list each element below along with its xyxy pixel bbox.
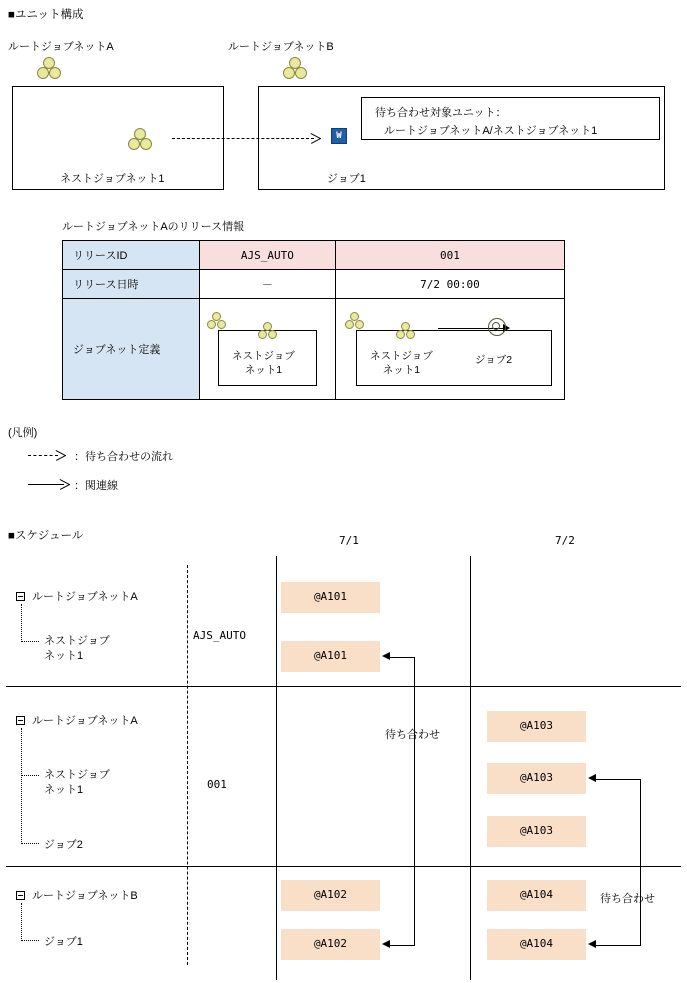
tree-toggle-g1-root[interactable]	[16, 592, 25, 601]
wait-arrow-1-head-bottom	[382, 940, 390, 948]
table-row	[63, 241, 565, 270]
schedule-gen-box	[487, 763, 586, 794]
schedule-tree-divider	[187, 565, 188, 965]
tree-connector-g2-h2	[21, 843, 39, 844]
schedule-gen-box	[281, 880, 380, 911]
legend-dashed-line	[28, 455, 58, 456]
wait-arrow-2-vertical	[640, 779, 641, 945]
tree-connector-g3	[21, 903, 22, 941]
callout-line1: 待ち合わせ対象ユニット：	[375, 107, 507, 119]
schedule-row-label-g1-root: ルートジョブネットA	[32, 591, 138, 603]
schedule-gen-text: @A103	[519, 824, 554, 837]
wait-flow-line	[172, 138, 314, 139]
release-id-v1-text: AJS_AUTO	[240, 248, 294, 262]
cell-release-id-v1	[199, 241, 335, 270]
wait-arrow-1-vertical	[414, 657, 415, 945]
schedule-group-divider-2	[6, 866, 681, 867]
wait-arrow-2-h-top	[596, 779, 641, 780]
schedule-gen-box	[487, 816, 586, 847]
schedule-row-label-g1-nested: ネストジョブ ネット1	[44, 635, 110, 662]
table-row	[63, 270, 565, 299]
wait-flow-arrowhead	[311, 132, 321, 144]
nested-jobnet-1-icon	[128, 128, 154, 152]
schedule-date-header-1: 7/2	[555, 534, 575, 547]
schedule-gen-text: @A102	[313, 937, 348, 950]
unit-structure-title: ■ユニット構成	[8, 9, 84, 21]
legend-title: (凡例)	[8, 427, 38, 439]
schedule-gen-box	[281, 929, 380, 960]
wait-label-2: 待ち合わせ	[600, 893, 655, 905]
schedule-col-divider-2	[470, 556, 471, 980]
cell-release-date-v2	[335, 270, 564, 299]
legend-item-label-1: ：関連線	[74, 480, 118, 492]
release-id-v2-text: 001	[440, 248, 460, 262]
def-v2-nested-icon	[396, 322, 416, 340]
wait-arrow-2-head-bottom	[588, 940, 596, 948]
release-date-v2-text: 7/2 00:00	[420, 277, 480, 291]
wait-arrow-1-head-top	[382, 652, 390, 660]
schedule-gen-text: @A104	[519, 937, 554, 950]
tree-connector-g1	[21, 604, 22, 642]
cell-release-date-header	[63, 270, 200, 299]
wait-target-callout	[361, 97, 660, 140]
schedule-version-g2: 001	[207, 778, 227, 791]
root-jobnet-a-label: ルートジョブネットA	[8, 41, 114, 53]
schedule-gen-text: @A102	[313, 888, 348, 901]
def-v1-nested-icon	[258, 322, 278, 340]
schedule-version-g1: AJS_AUTO	[193, 629, 246, 642]
schedule-row-label-g3-root: ルートジョブネットB	[32, 890, 138, 902]
def-v2-nested-label: ネストジョブ ネット1	[370, 350, 433, 376]
wait-arrow-1-h-bottom	[390, 945, 415, 946]
schedule-gen-text: @A104	[519, 888, 554, 901]
def-v2-job2-label: ジョブ2	[475, 354, 513, 366]
nested-jobnet-1-label: ネストジョブネット1	[60, 173, 165, 185]
wait-arrow-2-head-top	[588, 774, 596, 782]
schedule-row-label-g3-job: ジョブ1	[44, 936, 83, 948]
schedule-gen-box	[281, 641, 380, 672]
schedule-date-header-0: 7/1	[339, 534, 359, 547]
tree-toggle-g2-root[interactable]	[16, 716, 25, 725]
cell-release-date-v1	[199, 270, 335, 299]
jobnet-def-header-text: ジョブネット定義	[73, 344, 161, 356]
schedule-gen-text: @A101	[313, 590, 348, 603]
schedule-gen-box	[487, 711, 586, 742]
schedule-gen-box	[487, 929, 586, 960]
schedule-row-label-g2-root: ルートジョブネットA	[32, 715, 138, 727]
schedule-gen-box	[281, 582, 380, 613]
schedule-row-label-g2-job: ジョブ2	[44, 839, 83, 851]
def-v1-root-icon	[207, 312, 227, 330]
tree-connector-g3-h	[21, 940, 39, 941]
def-v2-root-icon	[345, 312, 365, 330]
def-v2-job2-icon	[488, 318, 506, 336]
cell-release-id-header	[63, 241, 200, 270]
root-jobnet-a-icon	[37, 57, 63, 81]
legend-dashed-arrowhead	[56, 449, 66, 461]
schedule-gen-text: @A103	[519, 719, 554, 732]
schedule-gen-text: @A101	[313, 649, 348, 662]
callout-line2: ルートジョブネットA/ネストジョブネット1	[384, 125, 598, 137]
root-jobnet-b-icon	[283, 57, 309, 81]
release-id-header-text: リリースID	[73, 250, 128, 262]
release-info-title: ルートジョブネットAのリリース情報	[62, 221, 245, 233]
schedule-gen-box	[487, 880, 586, 911]
schedule-gen-text: @A103	[519, 771, 554, 784]
wait-arrow-1-h-top	[390, 657, 415, 658]
cell-jobnet-def-header	[63, 299, 200, 400]
tree-connector-g1-h	[21, 641, 39, 642]
release-date-header-text: リリース日時	[73, 279, 139, 291]
wait-arrow-2-h-bottom	[596, 945, 641, 946]
release-date-v1-text: －	[261, 279, 273, 291]
schedule-title: ■スケジュール	[8, 530, 84, 542]
tree-toggle-g3-root[interactable]	[16, 891, 25, 900]
tree-connector-g2-h1	[21, 775, 39, 776]
legend-solid-arrowhead	[60, 478, 70, 490]
tree-connector-g2	[21, 728, 22, 844]
schedule-row-label-g2-nested: ネストジョブ ネット1	[44, 769, 110, 796]
root-jobnet-b-label: ルートジョブネットB	[228, 41, 334, 53]
wait-label-1: 待ち合わせ	[385, 729, 440, 741]
schedule-group-divider-1	[6, 686, 681, 687]
job1-icon: W	[331, 128, 347, 144]
legend-solid-line	[28, 484, 64, 485]
job1-label: ジョブ1	[327, 173, 366, 185]
schedule-col-divider-1	[276, 556, 277, 980]
def-v1-nested-label: ネストジョブ ネット1	[232, 350, 295, 376]
legend-item-label-0: ：待ち合わせの流れ	[74, 451, 173, 463]
cell-release-id-v2	[335, 241, 564, 270]
